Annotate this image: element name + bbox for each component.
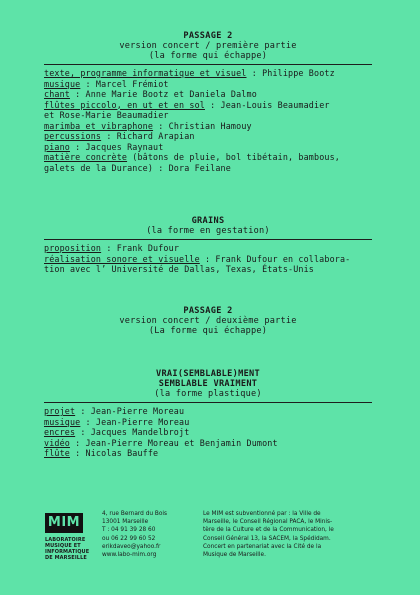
credit-role: percussions [44, 131, 102, 141]
section-vraisemblablement [44, 369, 372, 459]
credit-text: : Jean-Louis Beaumadier et Rose-Marie Beaumadier [44, 99, 330, 120]
credit-line [44, 254, 372, 275]
credit-role: chant [44, 89, 70, 99]
section-subtitle: (La forme qui échappe) [148, 326, 268, 336]
sponsors-line: Musique de Marseille. [203, 552, 266, 559]
mim-logo: MIM [45, 513, 83, 533]
credit-text: : Richard Arapian [101, 131, 195, 141]
sponsors-line: Conseil Général 13, la SACEM, la Spédidam. [203, 535, 331, 542]
email-link[interactable]: erikdaveo@yahoo.fr [102, 543, 161, 550]
credit-line [44, 89, 372, 100]
section-passage-2-part-1 [44, 31, 372, 173]
section-title: VRAI(SEMBLABLE)MENT [155, 369, 260, 379]
credit-role: matière concrète [44, 152, 128, 162]
footer [45, 508, 375, 568]
credit-line [44, 427, 372, 438]
credit-line [44, 142, 372, 153]
credit-text: : Philippe Bootz [246, 68, 335, 78]
credit-role: musique [44, 78, 81, 89]
credit-text: : Jacques Mandelbrojt [75, 427, 190, 437]
credit-role: flûte [44, 448, 70, 458]
logo-subtitle-line: DE MARSEILLE [45, 555, 87, 561]
credit-role: texte, programme informatique et visuel [44, 68, 247, 78]
sponsors-line: Le MIM est subventionné par : la Ville de [203, 511, 321, 517]
section-passage-2-part-2 [44, 306, 372, 336]
section-title-second-line: SEMBLABLE VRAIMENT [158, 379, 258, 389]
credit-line [44, 438, 372, 449]
credit-line [44, 417, 372, 428]
credit-text: : Frank Dufour en collabora- tion avec l’ Université de Dallas, Texas, États-Unis [44, 253, 351, 274]
sponsors-text [203, 510, 378, 559]
logo-subtitle-line: LABORATOIRE [45, 537, 86, 543]
address-line: 4, rue Bernard du Bois [102, 511, 168, 517]
credit-line [44, 100, 372, 121]
logo-subtitle-line: MUSIQUE ET [45, 543, 81, 549]
credit-role: réalisation sonore et visuelle [44, 253, 200, 264]
credit-role: marimba et vibraphone [44, 120, 154, 131]
section-title: PASSAGE 2 [183, 306, 233, 316]
credit-text: : Jean-Pierre Moreau et Benjamin Dumont [69, 437, 278, 448]
credit-line [44, 406, 372, 417]
credit-role: piano [44, 141, 70, 152]
credit-text: : Frank Dufour [101, 243, 180, 253]
credit-line [44, 448, 372, 459]
section-grains [44, 216, 372, 275]
credit-text: (bâtons de pluie, bol tibétain, bambous, galets de la Durance) : Dora Feilane [44, 152, 340, 173]
credit-line [44, 131, 372, 142]
credit-text: : Anne Marie Bootz et Daniela Dalmo [69, 89, 257, 99]
credit-role: projet [44, 406, 76, 416]
sponsors-line: tère de la Culture et de la Communication, le [203, 527, 334, 534]
credit-role: proposition [44, 243, 102, 253]
logo-subtitle-line: INFORMATIQUE [45, 549, 90, 555]
logo-subtitle [45, 537, 95, 561]
credit-text: : Christian Hamouy [153, 120, 252, 131]
credit-text: : Jean-Pierre Moreau [80, 416, 190, 427]
credit-text: : Jacques Raynaut [69, 141, 164, 152]
credit-line [44, 243, 372, 254]
credit-line [44, 79, 372, 90]
section-subtitle: version concert / première partie [119, 41, 297, 51]
sponsors-line: Marseille, le Conseil Régional PACA, le Minis- [203, 519, 333, 526]
section-subtitle: version concert / deuxième partie [119, 316, 297, 326]
credit-line [44, 68, 372, 79]
sponsors-line: Concert en partenariat avec la Cité de la [203, 543, 322, 550]
credit-text: : Jean-Pierre Moreau [75, 406, 185, 416]
website-link[interactable]: www.labo-mim.org [102, 552, 157, 559]
credit-role: flûtes piccolo, en ut et en sol [44, 99, 205, 110]
divider [44, 239, 372, 240]
credit-line [44, 121, 372, 132]
phone-line: T : 04 91 39 28 60 [102, 527, 156, 534]
credit-role: vidéo [44, 437, 70, 448]
section-subtitle: (la forme en gestation) [146, 226, 270, 236]
credit-role: encres [44, 427, 76, 437]
section-subtitle: (la forme plastique) [154, 389, 262, 399]
credit-text: : Nicolas Bauffe [69, 448, 159, 458]
divider [44, 402, 372, 403]
section-title: GRAINS [191, 216, 225, 226]
credit-text: : Marcel Frémiot [80, 78, 169, 89]
credit-role: musique [44, 416, 81, 427]
section-title: PASSAGE 2 [183, 31, 233, 41]
divider [44, 64, 372, 65]
section-subtitle: (la forme qui échappe) [148, 51, 268, 61]
phone-line: ou 06 22 99 60 52 [102, 535, 156, 542]
contact-address [102, 510, 197, 559]
credit-line [44, 152, 372, 173]
address-line: 13001 Marseille [102, 519, 149, 526]
